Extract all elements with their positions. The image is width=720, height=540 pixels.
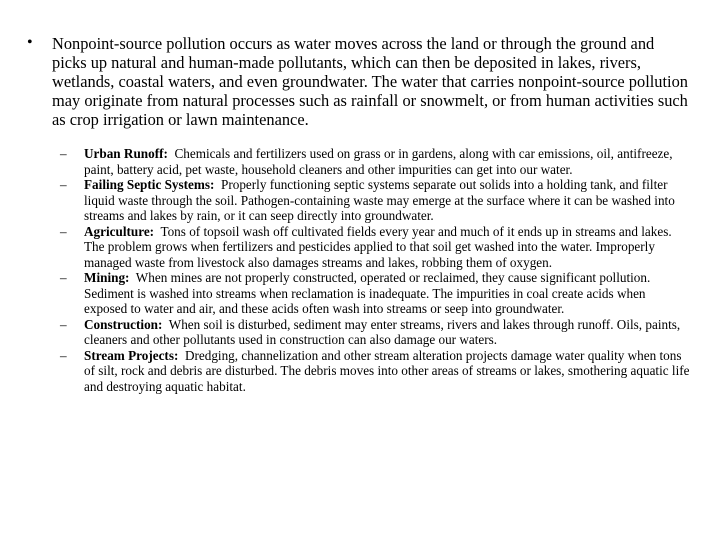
sub-item-text: Dredging, channelization and other stream alteration projects damage water quality when tons of silt, rock and debris are disturbed. The debris moves into other areas of streams or lakes, smothering aquatic life and destroying aquatic habitat. [84,347,690,394]
sub-item-mining [60,270,692,317]
sub-item-text: When soil is disturbed, sediment may enter streams, rivers and lakes through runoff. Oils, paints, cleaners and other pollutants used in construction can also damage our waters. [84,316,681,347]
sub-item-term: Stream Projects: [84,347,179,363]
sub-item-text: When mines are not properly constructed, operated or reclaimed, they cause significant pollution. Sediment is washed into streams when reclamation is inadequate. The impurities in coal create acids when exposed to water and air, and these acids often wash into streams or seep into groundwater. [84,270,651,316]
sub-item-urban-runoff [60,146,692,177]
main-bullet-marker: • [27,34,33,51]
sub-item-term: Construction: [84,316,163,332]
sub-item-text: Properly functioning septic systems separate out solids into a holding tank, and filter liquid waste through the soil. Pathogen-containing waste may emerge at the surface where it can be washed into streams and lakes by rain, or it can seep directly into groundwater. [84,177,675,223]
sub-item-term: Failing Septic Systems: [84,177,215,192]
sub-item-term: Agriculture: [84,223,155,239]
dash-marker: – [60,177,67,192]
sub-item-failing-septic-systems [60,177,692,224]
dash-marker: – [60,347,67,363]
sub-item-agriculture [60,224,692,271]
sub-item-term: Urban Runoff: [84,146,168,161]
sub-bullet-list [60,146,692,394]
main-bullet-text: Nonpoint-source pollution occurs as water moves across the land or through the ground and picks up natural and human-made pollutants, which can then be deposited in lakes, rivers, wetlands, coastal waters, and even groundwater. The water that carries nonpoint-source pollution may originate from natural processes such as rainfall or snowmelt, or from human activities such as crop irrigation or lawn maintenance. [52,34,688,129]
sub-item-text: Tons of topsoil wash off cultivated fields every year and much of it ends up in streams and lakes. The problem grows when fertilizers and pesticides applied to that soil get washed into the water. Improperly managed waste from livestock also damages streams and lakes, robbing them of oxygen. [84,223,672,270]
dash-marker: – [60,223,67,239]
dash-marker: – [60,146,67,161]
sub-item-construction [60,317,692,348]
dash-marker: – [60,316,67,332]
sub-item-term: Mining: [84,270,130,285]
sub-item-stream-projects [60,348,692,395]
dash-marker: – [60,270,67,285]
sub-item-text: Chemicals and fertilizers used on grass or in gardens, along with car emissions, oil, antifreeze, paint, battery acid, pet waste, household cleaners and other impurities can get into our water. [84,146,673,177]
